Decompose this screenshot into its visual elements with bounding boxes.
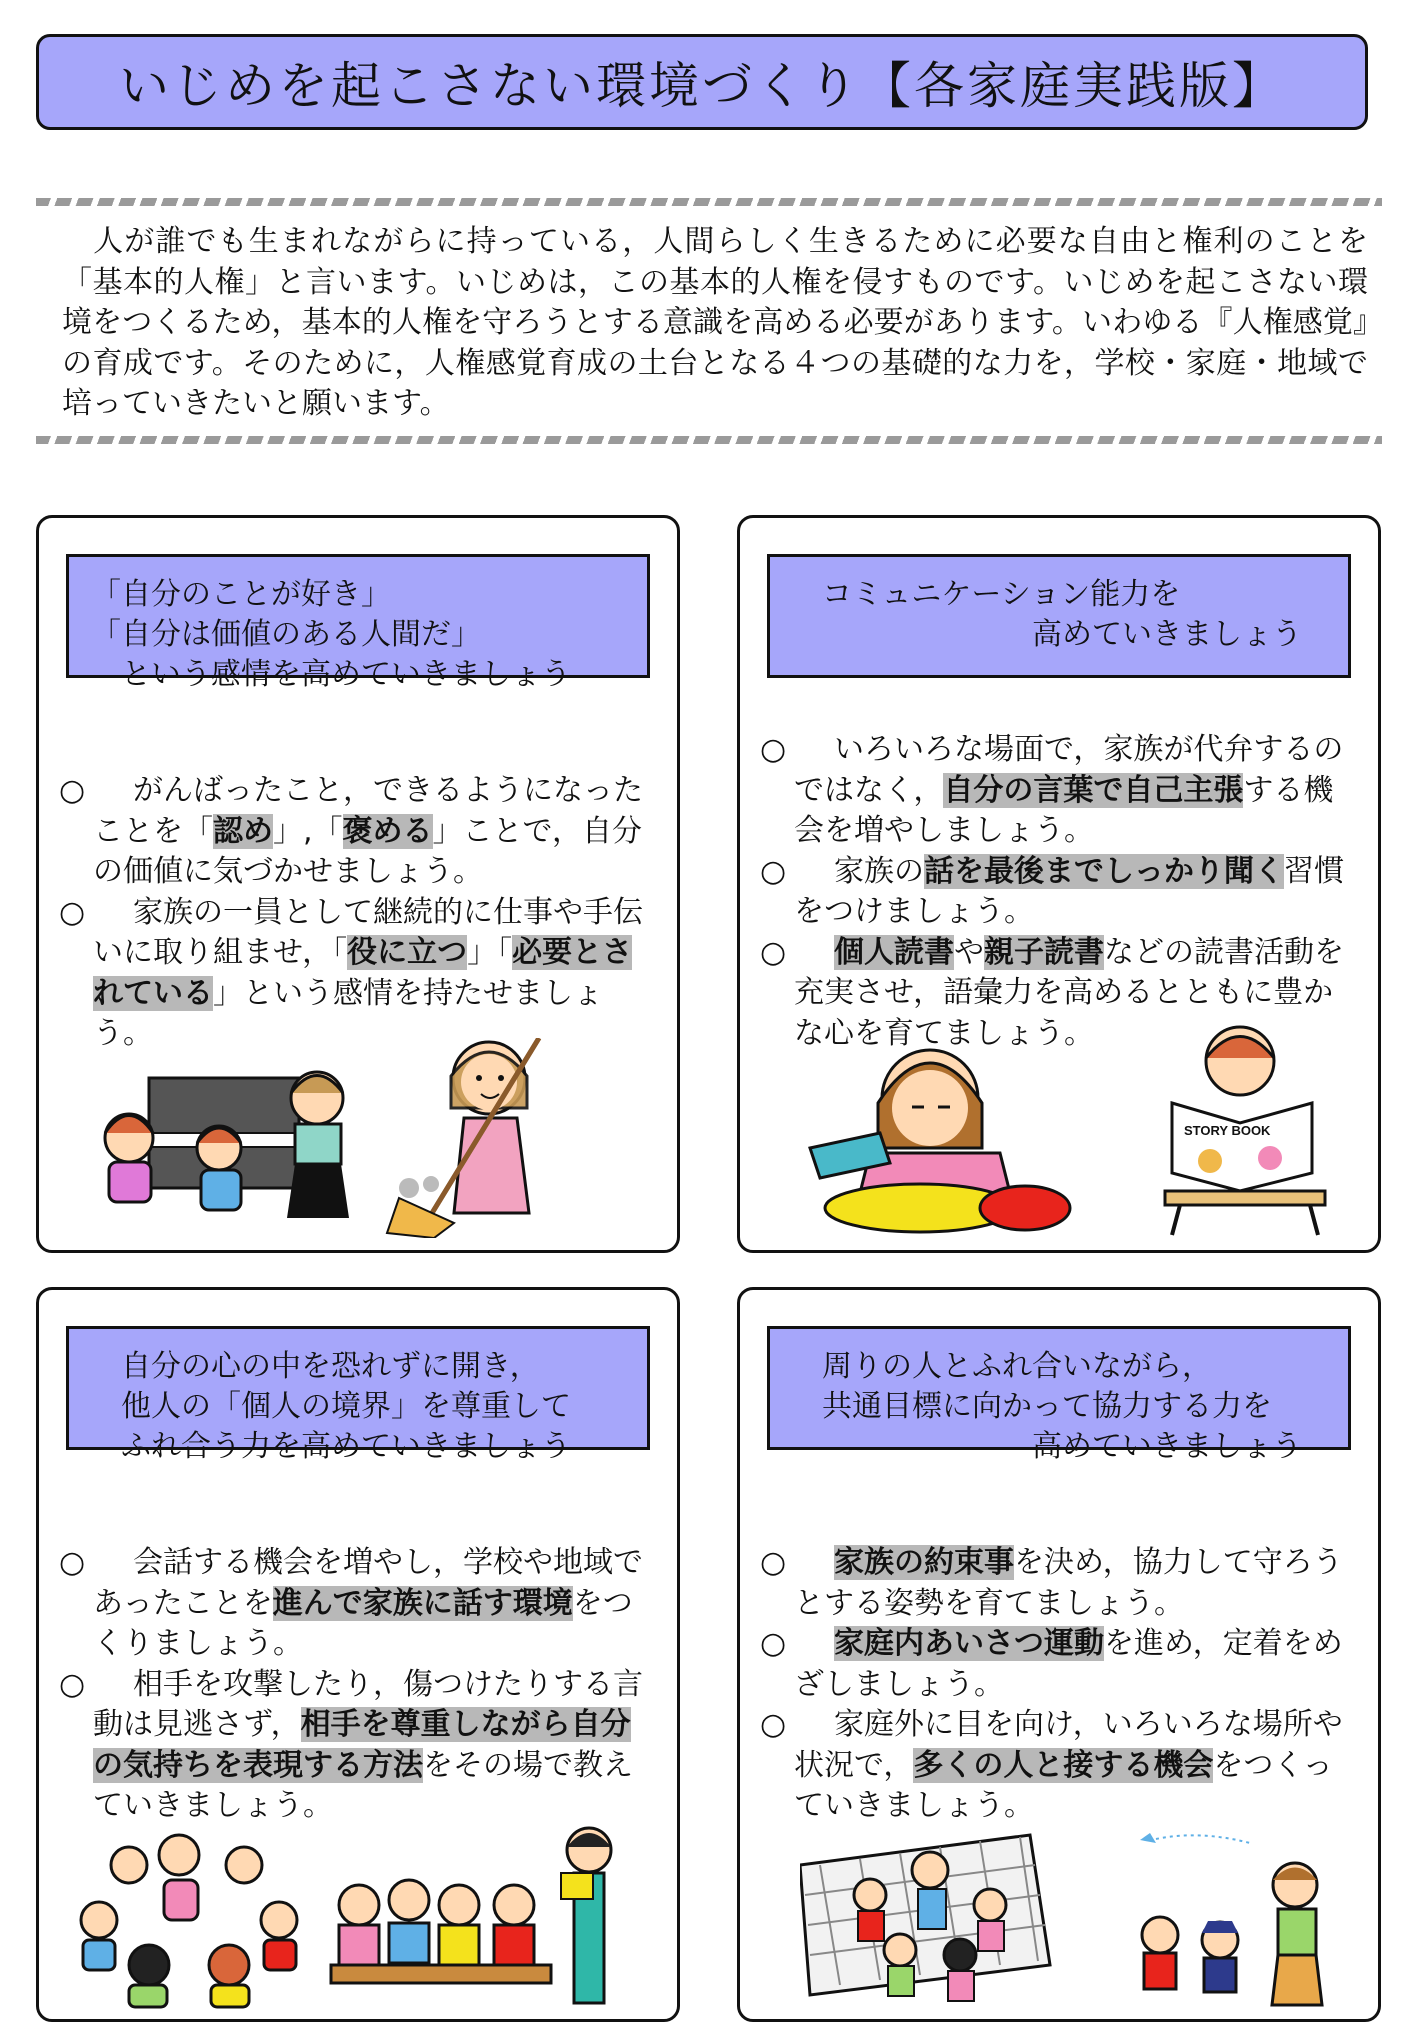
highlight-text: 多くの人と接する機会: [913, 1747, 1214, 1783]
item-text: をつくっていきましょう。: [794, 1747, 1333, 1823]
bullet-mark: ○: [59, 773, 86, 808]
highlight-text: 親子読書: [984, 934, 1104, 970]
item-text: をその場で教えていきましょう。: [93, 1747, 633, 1823]
divider-bottom: [36, 436, 1382, 444]
list-item: [59, 893, 659, 1055]
list-item: [760, 1624, 1360, 1705]
highlight-text: 家族の約束事: [834, 1545, 1014, 1580]
panel-self-esteem: [36, 515, 680, 1253]
highlight-text: 家庭内あいさつ運動: [834, 1626, 1104, 1661]
item-text: いろいろな場面で，家族が代弁するのではなく，: [794, 732, 1344, 808]
bullet-list: [59, 771, 659, 1055]
bullet-mark: ○: [59, 1545, 86, 1580]
greeting-group: [1140, 1833, 1322, 2005]
item-text: 」ことで，自分の価値に気づかせましょう。: [93, 813, 642, 889]
group-talk-illustration: [69, 1825, 659, 2010]
intro-text: 人が誰でも生まれながらに持っている，人間らしく生きるために必要な自由と権利のことを「基本的人権」と言います。いじめは，この基本的人権を侵すものです。いじめを起こさない環境をつくるため，基本的人権を守ろうとする意識を高める必要があります。いわゆる『人権感覚』の育成です。そのために，人権感覚育成の土台となる４つの基礎的な力を，学校・家庭・地域で培っていきたいと願います。: [62, 224, 1369, 421]
reading-illustration: [800, 1023, 1360, 1238]
heading-line: 自分の心の中を恐れずに開き，: [91, 1349, 540, 1384]
item-text: や: [954, 934, 984, 970]
fence-group: [800, 1835, 1050, 2001]
bullet-mark: ○: [760, 934, 787, 970]
divider-top: [36, 198, 1382, 206]
bullet-list: [59, 1543, 659, 1827]
bullet-mark: ○: [760, 1626, 787, 1661]
item-text: 家族の: [834, 853, 924, 889]
bullet-list: [760, 1543, 1360, 1827]
highlight-text: 認め: [213, 813, 273, 849]
bullet-mark: ○: [760, 732, 787, 767]
heading-line: という感情を高めていきましょう: [91, 657, 571, 692]
panel-boundaries: [36, 1287, 680, 2022]
item-text: 」という感情を持たせましょう。: [93, 975, 603, 1051]
bullet-mark: ○: [59, 1666, 86, 1702]
list-item: [760, 730, 1360, 852]
panel-heading: [66, 1326, 650, 1464]
highlight-text: 話を最後までしっかり聞く: [924, 853, 1284, 889]
heading-line: 「自分は価値のある人間だ」: [91, 617, 481, 652]
panel-cooperation: [737, 1287, 1381, 2022]
list-item: [760, 1543, 1360, 1624]
desk-shape: [331, 1965, 551, 1983]
family-chores-illustration: [69, 1038, 659, 1238]
heading-line: 高めていきましょう: [792, 617, 1302, 652]
heading-line: 「自分のことが好き」: [91, 577, 391, 612]
list-item: [59, 1665, 659, 1827]
title-banner: [36, 34, 1368, 130]
item-text: を決め，協力して守ろうとする姿勢を育てましょう。: [794, 1545, 1343, 1621]
book-icon: [561, 1873, 593, 1899]
item-text: などの読書活動を充実させ，語彙力を高めるとともに豊かな心を育てましょう。: [794, 934, 1344, 1051]
list-item: [59, 771, 659, 893]
broom-icon: [387, 1198, 454, 1238]
panel-communication: [737, 515, 1381, 1253]
heading-line: ふれ合う力を高めていきましょう: [91, 1429, 571, 1464]
highlight-text: 相手を尊重しながら自分の気持ちを表現する方法: [93, 1707, 631, 1783]
community-illustration: [800, 1825, 1360, 2010]
list-item: [760, 1705, 1360, 1827]
list-item: [760, 852, 1360, 933]
item-text: 家庭外に目を向け，いろいろな場所や状況で，: [794, 1707, 1343, 1783]
bullet-mark: ○: [59, 894, 86, 930]
item-text: 習慣をつけましょう。: [794, 853, 1344, 929]
circle-of-children: [81, 1835, 297, 2007]
highlight-text: 褒める: [342, 813, 433, 849]
highlight-text: 個人読書: [834, 934, 954, 970]
panel-heading: [66, 554, 650, 692]
highlight-text: 役に立つ: [347, 935, 468, 970]
item-text: 家族の一員として継続的に仕事や手伝いに取り組ませ，「: [93, 894, 643, 970]
item-text: 」「: [467, 935, 513, 970]
highlight-text: 進んで家族に話す環境: [272, 1585, 573, 1621]
item-text: を進め，定着をめざしましょう。: [794, 1626, 1343, 1702]
highlight-text: 必要とされている: [93, 935, 633, 1011]
bullet-mark: ○: [760, 1707, 787, 1742]
item-text: 相手を攻撃したり，傷つけたりする言動は見逃さず，: [93, 1666, 643, 1742]
bird-icon: [1140, 1833, 1156, 1843]
heading-line: 他人の「個人の境界」を尊重して: [91, 1389, 571, 1424]
heading-line: 共通目標に向かって協力する力を: [792, 1389, 1272, 1424]
item-text: する機会を増やしましょう。: [794, 772, 1334, 848]
item-text: をつくりましょう。: [93, 1585, 633, 1661]
bullet-mark: ○: [760, 853, 787, 889]
classroom-group: [331, 1828, 611, 2003]
heading-line: 周りの人とふれ合いながら，: [792, 1349, 1212, 1384]
heading-line: コミュニケーション能力を: [792, 577, 1181, 612]
panel-heading: [767, 1326, 1351, 1464]
intro-paragraph: [62, 222, 1368, 425]
bullet-list: [760, 730, 1360, 1054]
highlight-text: 自分の言葉で自己主張: [943, 772, 1244, 808]
item-text: がんばったこと，できるようになったことを「: [93, 773, 643, 849]
bullet-mark: ○: [760, 1545, 787, 1580]
heading-line: 高めていきましょう: [792, 1429, 1302, 1464]
desk-shape: [1165, 1191, 1325, 1205]
panel-heading: [767, 554, 1351, 678]
item-text: 」,「: [273, 813, 343, 849]
item-text: 会話する機会を増やし，学校や地域であったことを: [93, 1545, 643, 1621]
list-item: [59, 1543, 659, 1665]
book-cover-title: STORY BOOK: [1184, 1123, 1271, 1138]
page-title: いじめを起こさない環境づくり【各家庭実践版】: [119, 57, 1285, 115]
